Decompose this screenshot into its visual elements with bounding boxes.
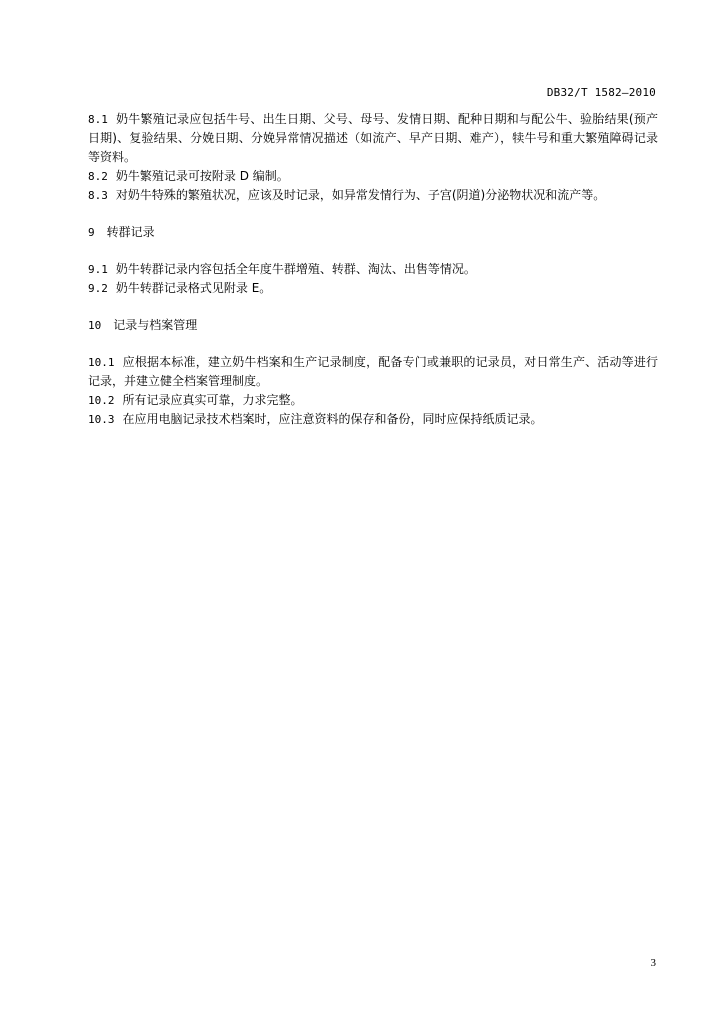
- page-number: 3: [650, 957, 656, 969]
- section-number: 9: [88, 226, 95, 239]
- clause-text: 对奶牛特殊的繁殖状况，应该及时记录，如异常发情行为、子宫(阴道)分泌物状况和流产等。: [115, 188, 606, 202]
- clause-number: 8.2: [88, 170, 108, 183]
- clause-text: 应根据本标准，建立奶牛档案和生产记录制度，配备专门或兼职的记录员，对日常生产、活动等进行记录，并建立健全档案管理制度。: [88, 355, 658, 388]
- spacer: [88, 298, 658, 316]
- clause-text: 奶牛转群记录内容包括全年度牛群增殖、转群、淘汰、出售等情况。: [115, 262, 476, 276]
- clause-number: 9.1: [88, 263, 108, 276]
- clause-text: 奶牛繁殖记录应包括牛号、出生日期、父号、母号、发情日期、配种日期和与配公牛、验胎结果(预产日期)、复验结果、分娩日期、分娩异常情况描述（如流产、早产日期、难产），犊牛号和重大繁殖障碍记录等资料。: [88, 112, 658, 164]
- clause-number: 8.1: [88, 113, 108, 126]
- section-title: 转群记录: [106, 225, 155, 239]
- clause-number: 8.3: [88, 189, 108, 202]
- section-number: 10: [88, 319, 102, 332]
- section-title: 记录与档案管理: [113, 318, 198, 332]
- clause-number: 9.2: [88, 282, 108, 295]
- clause-text: 所有记录应真实可靠，力求完整。: [122, 393, 303, 407]
- clause-text: 在应用电脑记录技术档案时，应注意资料的保存和备份，同时应保持纸质记录。: [122, 412, 543, 426]
- clause-9-2: [88, 279, 658, 298]
- clause-8-3: [88, 186, 658, 205]
- clause-text: 奶牛转群记录格式见附录 E。: [115, 281, 272, 295]
- clause-number: 10.3: [88, 413, 115, 426]
- standard-code: DB32/T 1582—2010: [546, 86, 656, 99]
- clause-9-1: [88, 260, 658, 279]
- section-9-heading: [88, 223, 658, 242]
- clause-8-2: [88, 167, 658, 186]
- section-10-heading: [88, 316, 658, 335]
- spacer: [88, 335, 658, 353]
- spacer: [88, 205, 658, 223]
- spacer: [88, 242, 658, 260]
- clause-10-2: [88, 391, 658, 410]
- clause-number: 10.2: [88, 394, 115, 407]
- clause-text: 奶牛繁殖记录可按附录 D 编制。: [115, 169, 289, 183]
- clause-10-1: [88, 353, 658, 391]
- page-content: [88, 110, 658, 429]
- clause-number: 10.1: [88, 356, 115, 369]
- clause-8-1: [88, 110, 658, 167]
- clause-10-3: [88, 410, 658, 429]
